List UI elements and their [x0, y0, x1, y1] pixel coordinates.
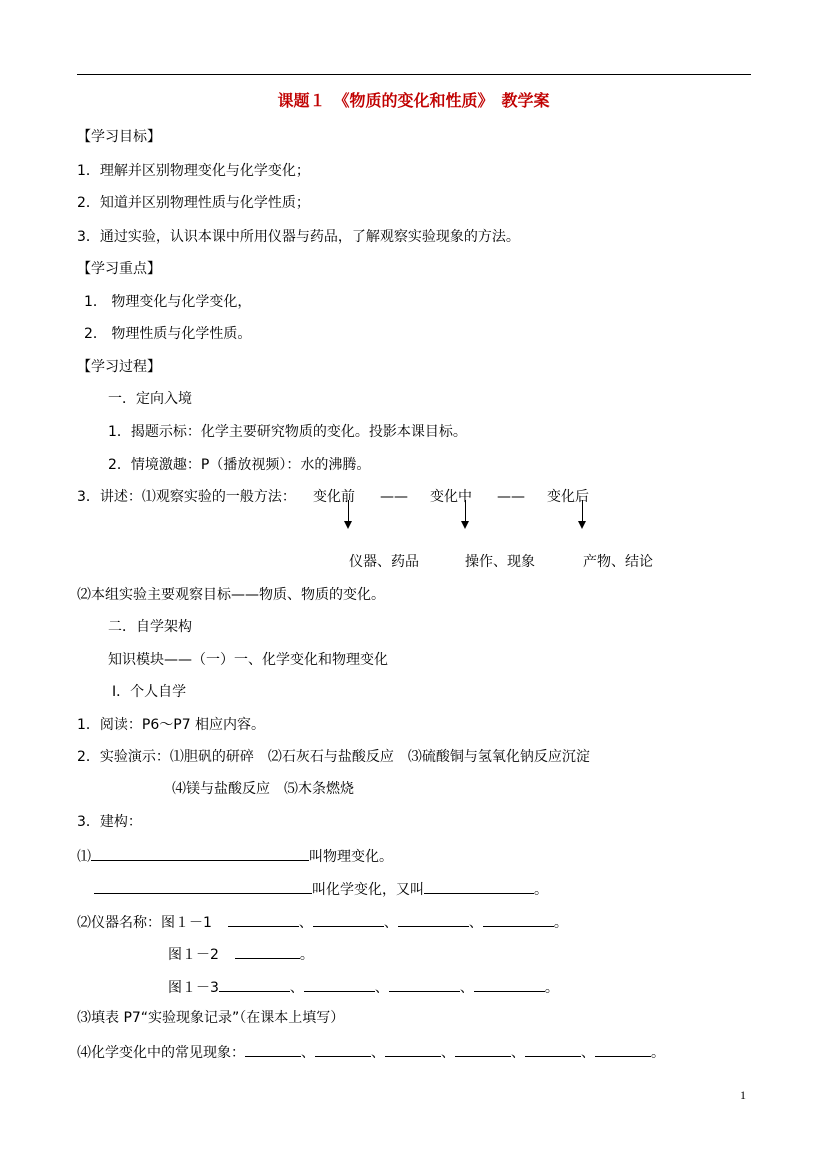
result-before: 仪器、药品 [349, 554, 419, 570]
fig-1-3-blank-4[interactable] [474, 977, 545, 992]
build-heading: 3．建构： [77, 814, 142, 830]
arrow-during [465, 500, 466, 522]
fig-1-1-blank-1[interactable] [228, 912, 299, 927]
process-item-3b: ⑵本组实验主要观察目标——物质、物质的变化。 [77, 587, 385, 603]
chemical-change-blank[interactable] [94, 879, 312, 894]
separator: 、 [441, 1045, 455, 1061]
fig-1-1-blank-4[interactable] [483, 912, 554, 927]
section-1-heading: 一．定向入境 [108, 391, 192, 407]
physical-change-blank[interactable] [91, 846, 309, 861]
arrow-during-head [461, 521, 469, 529]
result-after: 产物、结论 [583, 554, 653, 570]
focus-item-2: 2． 物理性质与化学性质。 [84, 326, 252, 342]
page-title: 课题１ 《物质的变化和性质》 教学案 [277, 91, 550, 110]
section-2-heading: 二．自学架构 [108, 619, 192, 635]
separator: 、 [298, 915, 313, 931]
phenomenon-blank-1[interactable] [245, 1042, 301, 1057]
process-heading: 【学习过程】 [77, 359, 161, 375]
build-item-2-mid: 叫化学变化，又叫 [312, 882, 424, 898]
stage-before: 变化前 [313, 489, 355, 505]
goal-item-1: 1．理解并区别物理变化与化学变化； [77, 163, 310, 179]
arrow-after [582, 500, 583, 522]
phenomenon-blank-3[interactable] [385, 1042, 441, 1057]
build-item-1-prefix: ⑴ [77, 849, 91, 865]
demo-line-1: 2．实验演示：⑴胆矾的研碎 ⑵石灰石与盐酸反应 ⑶硫酸铜与氢氧化钠反应沉淀 [77, 749, 590, 765]
stage-after: 变化后 [547, 489, 589, 505]
separator: 、 [371, 1045, 385, 1061]
arrow-before-head [344, 521, 352, 529]
fig-1-3-blank-2[interactable] [304, 977, 375, 992]
process-item-2: 2．情境激趣：P（播放视频）：水的沸腾。 [108, 457, 371, 473]
self-study-heading: Ⅰ．个人自学 [112, 684, 187, 700]
build-item-1 [77, 846, 393, 866]
knowledge-module: 知识模块——（一）一、化学变化和物理变化 [108, 652, 388, 668]
separator: 、 [511, 1045, 525, 1061]
stage-dash-1: —— [380, 489, 408, 505]
page-number: 1 [740, 1088, 746, 1102]
instrument-fig-1-2 [168, 944, 314, 964]
result-during: 操作、现象 [465, 554, 535, 570]
fig-1-2-label: 图１－2 [168, 947, 219, 963]
fig-1-1-blank-3[interactable] [398, 912, 469, 927]
process-item-1: 1．揭题示标：化学主要研究物质的变化。投影本课目标。 [108, 424, 467, 440]
separator: 、 [468, 915, 483, 931]
separator: 、 [581, 1045, 595, 1061]
phenomenon-blank-2[interactable] [315, 1042, 371, 1057]
separator: 、 [374, 980, 389, 996]
reading-item: 1．阅读：P6～P7 相应内容。 [77, 717, 266, 733]
goal-item-3: 3．通过实验，认识本课中所用仪器与药品，了解观察实验现象的方法。 [77, 229, 520, 245]
arrow-after-head [578, 521, 586, 529]
fig-1-2-blank[interactable] [235, 944, 300, 959]
arrow-before [348, 500, 349, 522]
focus-item-1: 1． 物理变化与化学变化， [84, 294, 252, 310]
build-item-1-suffix: 叫物理变化。 [309, 849, 393, 865]
demo-line-2: ⑷镁与盐酸反应 ⑸木条燃烧 [172, 781, 354, 797]
phenomenon-blank-4[interactable] [455, 1042, 511, 1057]
header-rule [77, 74, 751, 75]
stage-during: 变化中 [430, 489, 472, 505]
phenomenon-blank-6[interactable] [595, 1042, 651, 1057]
instrument-prefix: ⑵仪器名称：图１－1 [77, 915, 212, 931]
phenomena-prefix: ⑷化学变化中的常见现象： [77, 1045, 245, 1061]
common-phenomena [77, 1042, 665, 1062]
period: 。 [299, 947, 314, 963]
fig-1-3-blank-3[interactable] [389, 977, 460, 992]
separator: 、 [383, 915, 398, 931]
phenomenon-blank-5[interactable] [525, 1042, 581, 1057]
period: 。 [544, 980, 559, 996]
fig-1-3-blank-1[interactable] [219, 977, 290, 992]
period: 。 [553, 915, 568, 931]
fig-1-3-label: 图１－3 [168, 980, 219, 996]
separator: 、 [459, 980, 474, 996]
fig-1-1-blank-2[interactable] [313, 912, 384, 927]
build-item-2 [94, 879, 548, 899]
process-item-3: 3．讲述：⑴观察实验的一般方法： [77, 489, 296, 505]
focus-heading: 【学习重点】 [77, 261, 161, 277]
period: 。 [651, 1045, 665, 1061]
build-item-2-end: 。 [534, 882, 548, 898]
stage-dash-2: —— [497, 489, 525, 505]
separator: 、 [301, 1045, 315, 1061]
instrument-fig-1-1 [77, 912, 568, 932]
separator: 、 [289, 980, 304, 996]
goals-heading: 【学习目标】 [77, 129, 161, 145]
goal-item-2: 2．知道并区别物理性质与化学性质； [77, 195, 310, 211]
chemical-change-alias-blank[interactable] [424, 879, 534, 894]
instrument-fig-1-3 [168, 977, 559, 997]
fill-table-instruction: ⑶填表 P7“实验现象记录”（在课本上填写） [77, 1010, 345, 1026]
